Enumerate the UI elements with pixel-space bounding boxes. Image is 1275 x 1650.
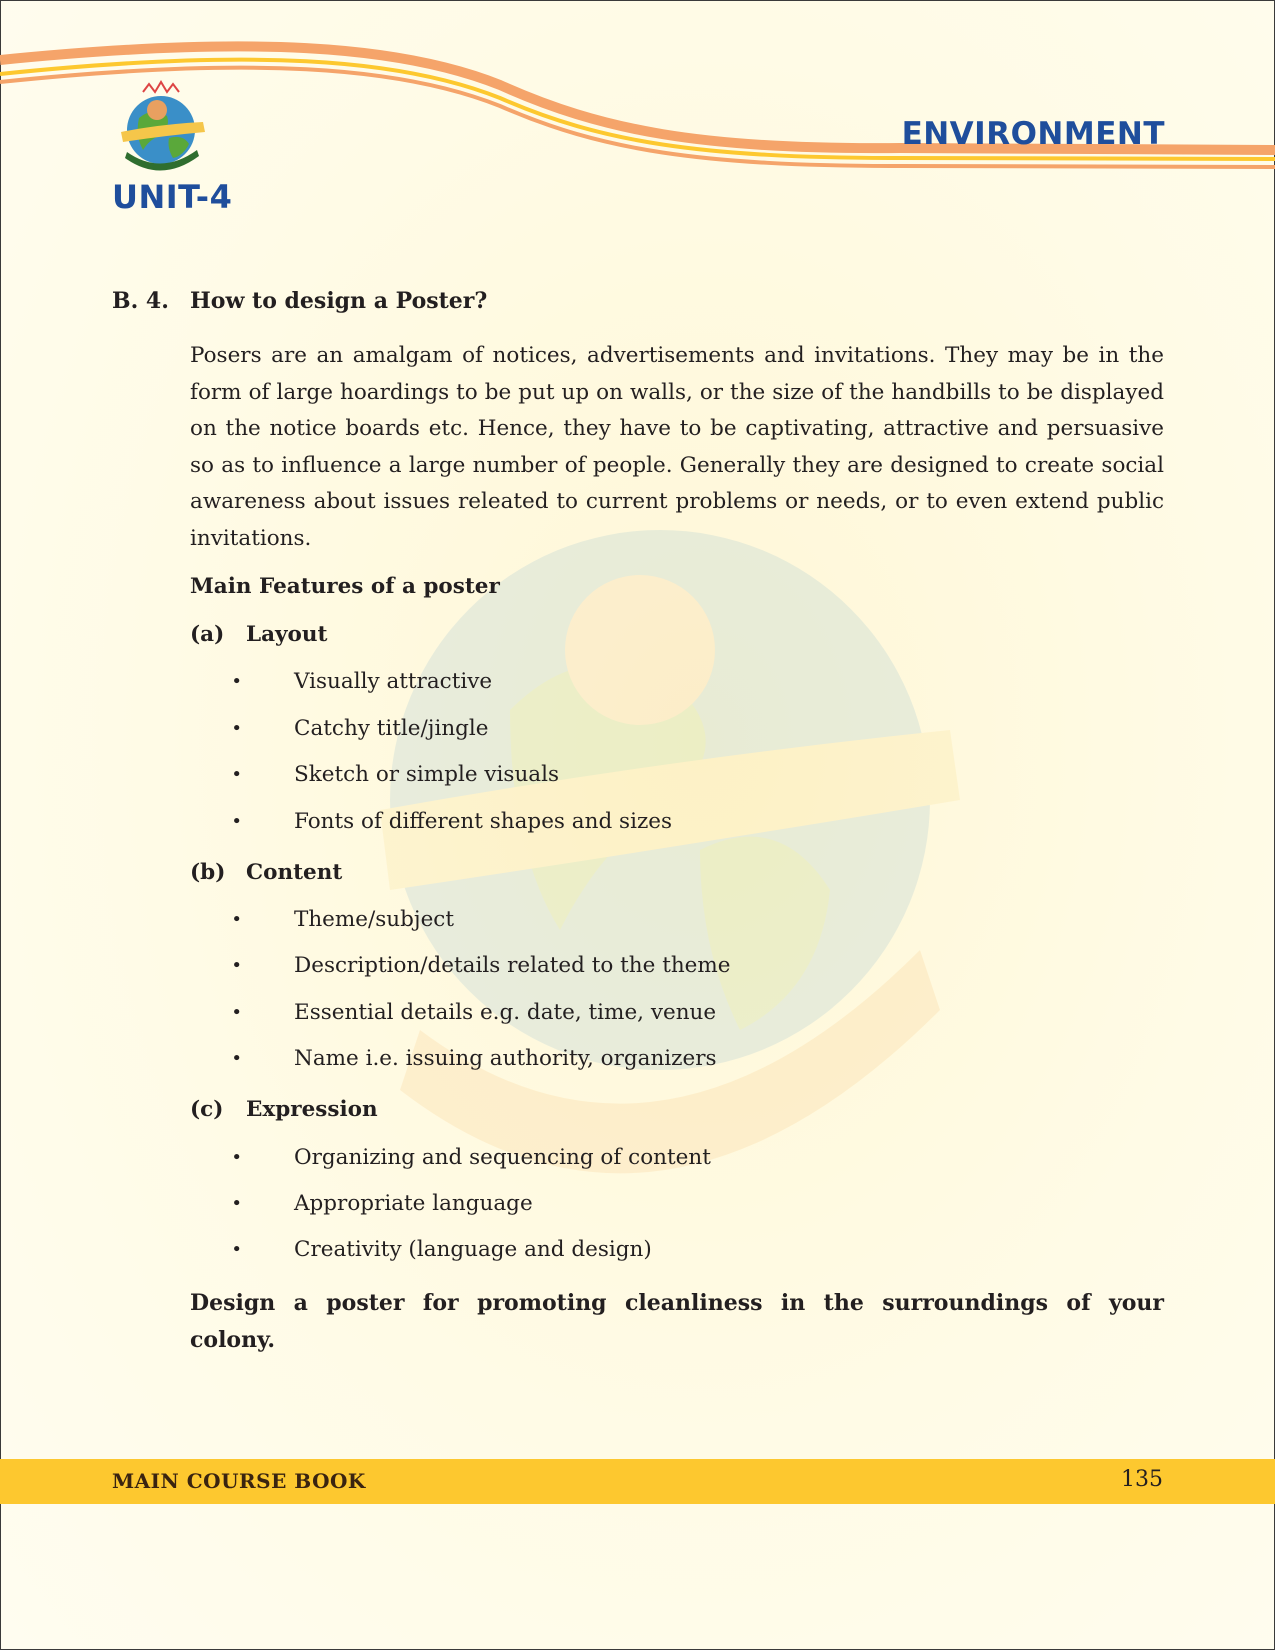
list-item: • Creativity (language and design) [190, 1235, 1164, 1265]
list-item: • Name i.e. issuing authority, organizers [190, 1044, 1164, 1074]
list-item: • Fonts of different shapes and sizes [190, 806, 1164, 836]
group-letter: (a) [190, 622, 225, 648]
bullet-icon: • [231, 717, 242, 739]
group-title: Expression [246, 1097, 378, 1123]
bullet-icon: • [231, 1239, 242, 1261]
feature-group-layout [190, 619, 1164, 837]
bullet-icon: • [231, 909, 242, 931]
feature-list [190, 667, 1164, 836]
bullet-icon: • [231, 1146, 242, 1168]
features-heading: Main Features of a poster [190, 573, 500, 599]
main-content [112, 288, 1164, 1359]
chapter-title: ENVIRONMENT [901, 116, 1165, 152]
section-number: B. 4. [112, 288, 169, 314]
bullet-icon: • [231, 955, 242, 977]
page-number: 135 [1121, 1467, 1163, 1492]
list-item: • Theme/subject [190, 905, 1164, 935]
footer-book-title: MAIN COURSE BOOK [112, 1469, 366, 1493]
bullet-icon: • [231, 671, 242, 693]
group-title: Content [246, 859, 343, 885]
list-item: • Visually attractive [190, 667, 1164, 697]
bullet-icon: • [231, 810, 242, 832]
feature-list [190, 1142, 1164, 1265]
list-item: • Essential details e.g. date, time, venue [190, 997, 1164, 1027]
bullet-icon: • [231, 1048, 242, 1070]
bullet-icon: • [231, 764, 242, 786]
list-item: • Catchy title/jingle [190, 713, 1164, 743]
feature-group-expression [190, 1094, 1164, 1265]
section-heading [112, 288, 1164, 320]
section-title: How to design a Poster? [190, 288, 488, 314]
list-item: • Description/details related to the theme [190, 951, 1164, 981]
bullet-icon: • [231, 1192, 242, 1214]
list-item: • Sketch or simple visuals [190, 760, 1164, 790]
unit-label: UNIT-4 [112, 178, 233, 216]
intro-paragraph: Posers are an amalgam of notices, advertisements and invitations. They may be in the form of large hoardings to be put up on walls, or the size of the handbills to be displayed on the notice boards etc. Hence, they have to be captivating, attractive and persuasive so as to influence a large number of people. Generally they are designed to create social awareness about issues releated to current problems or needs, or to even extend public invitations. [190, 343, 1164, 551]
list-item: • Appropriate language [190, 1188, 1164, 1218]
group-letter: (b) [190, 859, 226, 885]
task-instruction: Design a poster for promoting cleanliness in the surroundings of your colony. [190, 1289, 1164, 1353]
bullet-icon: • [231, 1001, 242, 1023]
group-title: Layout [246, 622, 328, 648]
group-letter: (c) [190, 1097, 224, 1123]
feature-list [190, 905, 1164, 1074]
list-item: • Organizing and sequencing of content [190, 1142, 1164, 1172]
feature-group-content [190, 856, 1164, 1074]
cbse-logo [113, 80, 209, 176]
footer-band [0, 1459, 1275, 1504]
